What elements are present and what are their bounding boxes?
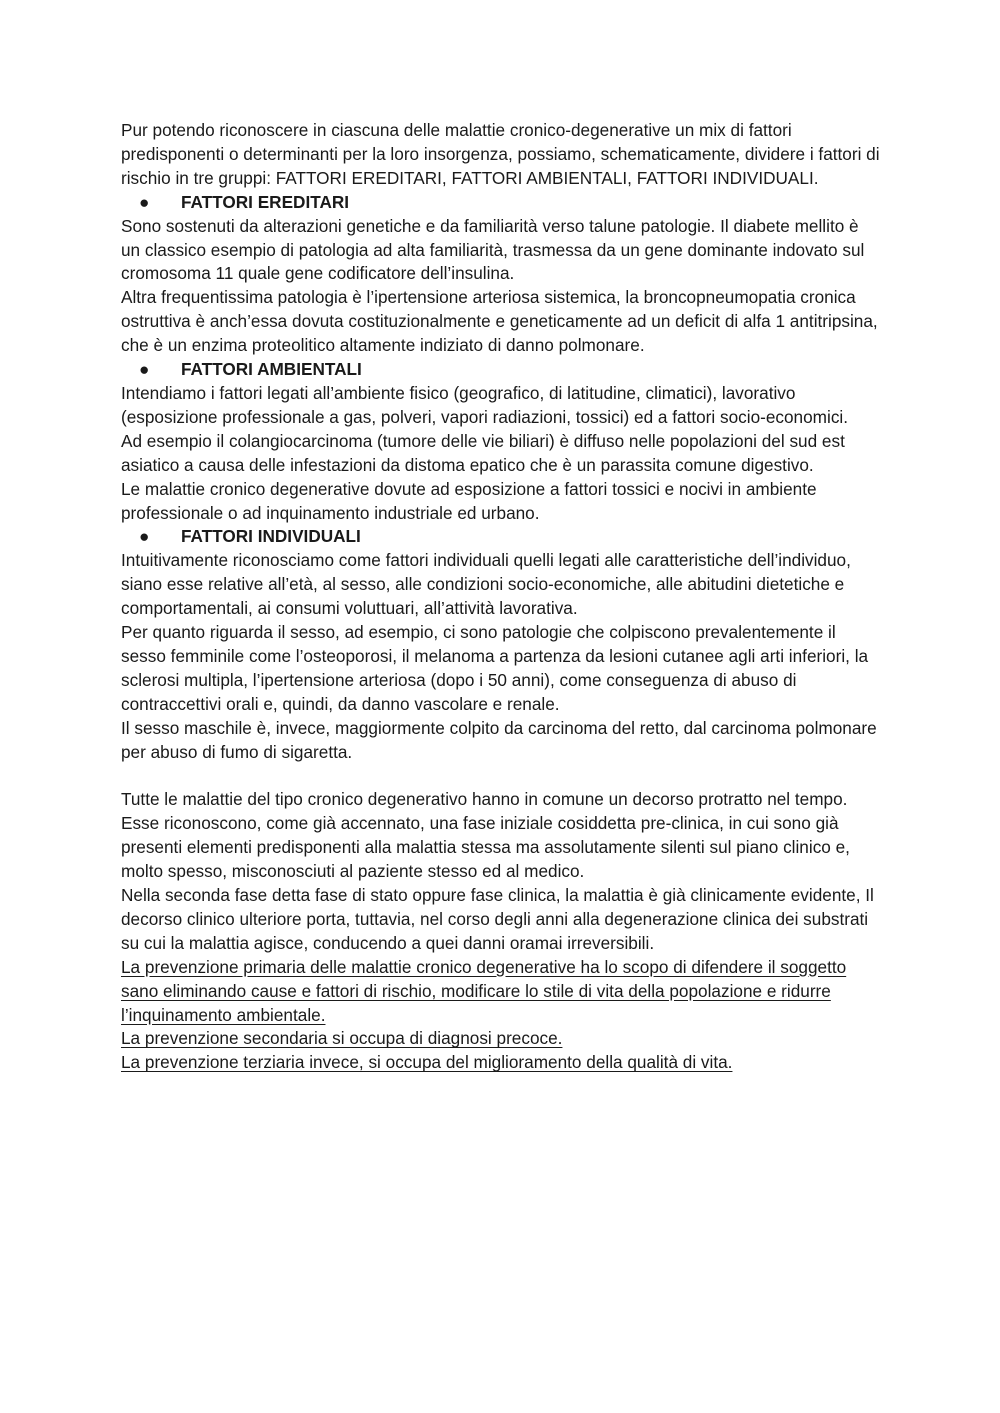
paragraph-ambientali-3: Le malattie cronico degenerative dovute ad esposizione a fattori tossici e nocivi in ambiente professionale o ad inquinamento industriale ed urbano. [121, 478, 817, 523]
document-page [121, 119, 881, 1075]
intro-paragraph: Pur potendo riconoscere in ciascuna delle malattie cronico-degenerative un mix di fattori predisponenti o determinanti per la loro insorgenza, possiamo, schematicamente, dividere i fattori di rischio in tre gruppi: FATTORI EREDITARI, FATTORI AMBIENTALI, FATTORI INDIVIDUALI. [121, 120, 880, 188]
paragraph-ambientali-1: Intendiamo i fattori legati all’ambiente fisico (geografico, di latitudine, climatici), lavorativo (esposizione professionale a gas, polveri, vapori radiazioni, tossici) ed a fattori socio-economici. [121, 382, 849, 427]
paragraph-individuali-3: Il sesso maschile è, invece, maggiormente colpito da carcinoma del retto, dal carcinoma polmonare per abuso di fumo di sigaretta. [121, 717, 877, 762]
section-heading-ambientali [121, 358, 881, 382]
paragraph-individuali-2: Per quanto riguarda il sesso, ad esempio, ci sono patologie che colpiscono prevalentemente il sesso femminile come l’osteoporosi, il melanoma a partenza da lesioni cutanee agli arti inferiori, la sclerosi multipla, l’ipertensione arteriosa (dopo i 50 anni), come conseguenza di abuso di contraccettivi orali e, quindi, da danno vascolare e renale. [121, 622, 869, 714]
bullet-icon: ● [139, 191, 150, 212]
prevention-primary: La prevenzione primaria delle malattie cronico degenerative ha lo scopo di difendere il soggetto sano eliminando cause e fattori di rischio, modificare lo stile di vita della popolazione e ridurre l’inquinamento ambientale. [121, 956, 847, 1025]
closing-paragraph-2: Esse riconoscono, come già accennato, una fase iniziale cosiddetta pre-clinica, in cui sono già presenti elementi predisponenti alla malattia stessa ma assolutamente silenti sul piano clinico e, molto spesso, misconosciuti al paziente stesso ed al medico. [121, 813, 850, 882]
paragraph-ambientali-2: Ad esempio il colangiocarcinoma (tumore delle vie biliari) è diffuso nelle popolazioni del sud est asiatico a causa delle infestazioni da distoma epatico che è un parassita comune digestivo. [121, 430, 845, 475]
closing-paragraph-3: Nella seconda fase detta fase di stato oppure fase clinica, la malattia è già clinicamente evidente, Il decorso clinico ulteriore porta, tuttavia, nel corso degli anni alla degenerazione clinica dei substrati su cui la malattia agisce, conducendo a quei danni oramai irreversibili. [121, 884, 874, 953]
closing-paragraph-1: Tutte le malattie del tipo cronico degenerativo hanno in comune un decorso protratto nel tempo. [121, 789, 848, 810]
section-heading-individuali [121, 525, 881, 549]
bullet-icon: ● [139, 526, 150, 547]
paragraph-individuali-1: Intuitivamente riconosciamo come fattori individuali quelli legati alle caratteristiche dell’individuo, siano esse relative all’età, al sesso, alle condizioni socio-economiche, alle abitudini dietetiche e comportamentali, ai consumi voluttuari, all’attività lavorativa. [121, 550, 851, 619]
paragraph-ereditari-1: Sono sostenuti da alterazioni genetiche e da familiarità verso talune patologie. Il diabete mellito è un classico esempio di patologia ad alta familiarità, trasmessa da un gene dominante indovato sul cromosoma 11 quale gene codificatore dell’insulina. [121, 215, 865, 284]
section-heading-label: FATTORI EREDITARI [181, 191, 350, 212]
prevention-secondary: La prevenzione secondaria si occupa di diagnosi precoce. [121, 1028, 563, 1049]
prevention-tertiary: La prevenzione terziaria invece, si occupa del miglioramento della qualità di vita. [121, 1052, 733, 1073]
bullet-icon: ● [139, 359, 150, 380]
section-heading-label: FATTORI INDIVIDUALI [181, 526, 361, 547]
blank-line [121, 764, 881, 788]
section-heading-ereditari [121, 191, 881, 215]
section-heading-label: FATTORI AMBIENTALI [181, 359, 362, 380]
paragraph-ereditari-2: Altra frequentissima patologia è l’ipertensione arteriosa sistemica, la broncopneumopatia cronica ostruttiva è anch’essa dovuta costituzionalmente e geneticamente ad un deficit di alfa 1 antitripsina, che è un enzima proteolitico altamente indiziato di danno polmonare. [121, 287, 878, 356]
